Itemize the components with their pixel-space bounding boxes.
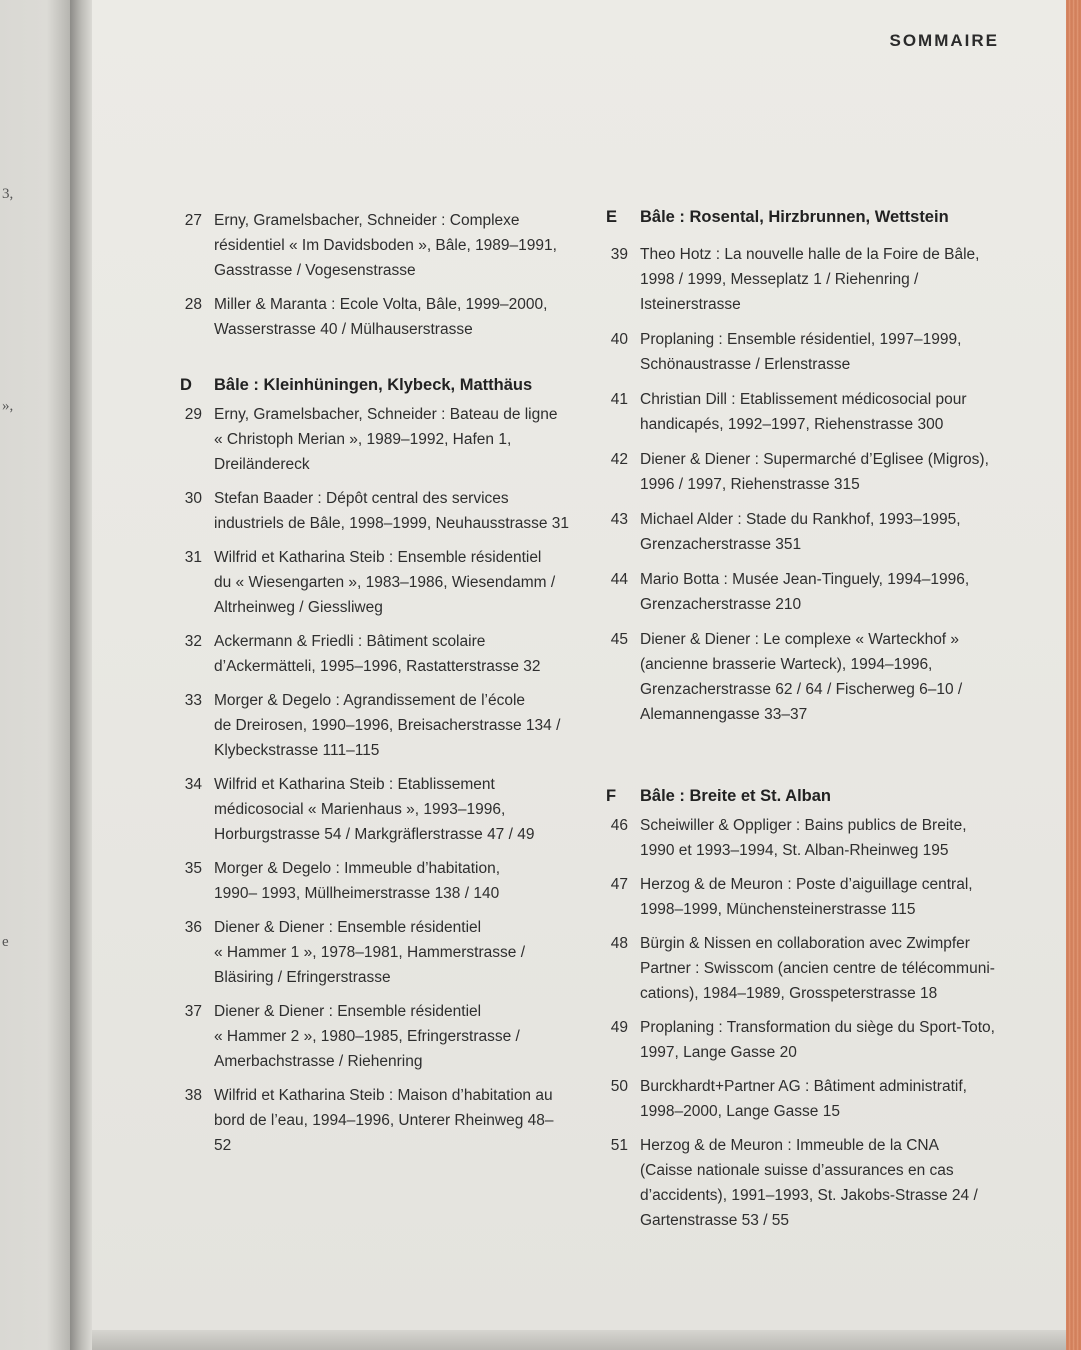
toc-entry (596, 242, 1016, 317)
section-title: Bâle : Kleinhüningen, Klybeck, Matthäus (214, 376, 533, 394)
entry-text: Proplaning : Ensemble résidentiel, 1997–1999, Schönaustrasse / Erlenstrasse (640, 331, 962, 373)
entry-number: 45 (610, 631, 628, 648)
entry-text: Diener & Diener : Ensemble résidentiel « Hammer 2 », 1980–1985, Efringerstrasse / Amerbachstrasse / Riehenring (214, 1003, 520, 1070)
entry-text: Stefan Baader : Dépôt central des services industriels de Bâle, 1998–1999, Neuhausstrasse 31 (214, 490, 570, 532)
entry-list (596, 242, 1016, 727)
page-header: SOMMAIRE (889, 31, 999, 50)
entry-text: Theo Hotz : La nouvelle halle de la Foire de Bâle, 1998 / 1999, Messeplatz 1 / Riehenring / Isteinerstrasse (640, 246, 980, 313)
toc-entry (170, 915, 570, 990)
toc-entry (170, 292, 570, 342)
entry-text: Erny, Gramelsbacher, Schneider : Complexe résidentiel « Im Davidsboden », Bâle, 1989–1991, Gasstrasse / Vogesenstrasse (214, 212, 557, 279)
entry-number: 43 (610, 511, 628, 528)
left-page-fragment: », (2, 398, 14, 414)
entry-number: 27 (184, 212, 202, 229)
toc-entry (170, 402, 570, 477)
entry-number: 31 (184, 549, 202, 566)
section-heading-d (170, 376, 570, 400)
toc-entry (596, 1074, 1016, 1124)
entry-number: 46 (610, 817, 628, 834)
toc-entry (170, 856, 570, 906)
toc-entry (596, 813, 1016, 863)
left-page (0, 0, 78, 1350)
entry-list (596, 813, 1016, 1233)
entry-text: Bürgin & Nissen en collaboration avec Zwimpfer Partner : Swisscom (ancien centre de télécommuni- cations), 1984–1989, Grosspeterstrasse 18 (640, 935, 995, 1002)
entry-number: 35 (184, 860, 202, 877)
toc-entry (170, 208, 570, 283)
entry-text: Diener & Diener : Ensemble résidentiel « Hammer 1 », 1978–1981, Hammerstrasse / Bläsiring / Efringerstrasse (214, 919, 525, 986)
section-heading-e (596, 208, 1016, 232)
entry-text: Proplaning : Transformation du siège du Sport-Toto, 1997, Lange Gasse 20 (640, 1019, 995, 1061)
toc-entry (596, 567, 1016, 617)
entry-number: 48 (610, 935, 628, 952)
entry-number: 36 (184, 919, 202, 936)
toc-entry (596, 447, 1016, 497)
entry-text: Christian Dill : Etablissement médicosocial pour handicapés, 1992–1997, Riehenstrasse 300 (640, 391, 967, 433)
entry-number: 34 (184, 776, 202, 793)
entry-text: Diener & Diener : Le complexe « Warteckhof » (ancienne brasserie Warteck), 1994–1996, Grenzacherstrasse 62 / 64 / Fischerweg 6–10 / Alemannengasse 33–37 (640, 631, 963, 723)
entry-text: Scheiwiller & Oppliger : Bains publics de Breite, 1990 et 1993–1994, St. Alban-Rheinweg 195 (640, 817, 967, 859)
entry-number: 33 (184, 692, 202, 709)
entry-number: 44 (610, 571, 628, 588)
toc-entry (170, 545, 570, 620)
entry-text: Burckhardt+Partner AG : Bâtiment administratif, 1998–2000, Lange Gasse 15 (640, 1078, 967, 1120)
entry-text: Diener & Diener : Supermarché d’Eglisee (Migros), 1996 / 1997, Riehenstrasse 315 (640, 451, 989, 493)
toc-entry (170, 999, 570, 1074)
entry-number: 32 (184, 633, 202, 650)
toc-entry (596, 931, 1016, 1006)
section-heading-f (596, 787, 1016, 811)
right-column (596, 208, 1016, 1233)
entry-text: Erny, Gramelsbacher, Schneider : Bateau de ligne « Christoph Merian », 1989–1992, Hafen 1, Dreiländereck (214, 406, 558, 473)
entry-text: Mario Botta : Musée Jean-Tinguely, 1994–1996, Grenzacherstrasse 210 (640, 571, 970, 613)
bottom-edge (92, 1330, 1066, 1350)
entry-text: Herzog & de Meuron : Poste d’aiguillage central, 1998–1999, Münchensteinerstrasse 115 (640, 876, 973, 918)
entry-list (170, 402, 570, 1158)
toc-entry (596, 1015, 1016, 1065)
entry-text: Michael Alder : Stade du Rankhof, 1993–1995, Grenzacherstrasse 351 (640, 511, 961, 553)
entry-number: 38 (184, 1087, 202, 1104)
entry-number: 40 (610, 331, 628, 348)
left-page-fragment: 3, (2, 186, 14, 202)
section-letter: D (180, 376, 192, 394)
page-edge (1066, 0, 1081, 1350)
entry-text: Morger & Degelo : Agrandissement de l’école de Dreirosen, 1990–1996, Breisacherstrasse 134 / Klybeckstrasse 111–115 (214, 692, 561, 759)
entry-text: Wilfrid et Katharina Steib : Ensemble résidentiel du « Wiesengarten », 1983–1986, Wiesendamm / Altrheinweg / Giessliweg (214, 549, 556, 616)
entry-text: Wilfrid et Katharina Steib : Maison d’habitation au bord de l’eau, 1994–1996, Unterer Rheinweg 48–52 (214, 1087, 554, 1154)
toc-entry (596, 1133, 1016, 1233)
entry-list (170, 208, 570, 342)
section-letter: F (606, 787, 617, 805)
toc-entry (170, 629, 570, 679)
left-column (170, 208, 570, 1158)
entry-number: 50 (610, 1078, 628, 1095)
toc-entry (596, 327, 1016, 377)
toc-entry (596, 387, 1016, 437)
entry-number: 41 (610, 391, 628, 408)
entry-text: Wilfrid et Katharina Steib : Etablissement médicosocial « Marienhaus », 1993–1996, Horburgstrasse 54 / Markgräflerstrasse 47 / 49 (214, 776, 535, 843)
section-title: Bâle : Rosental, Hirzbrunnen, Wettstein (640, 208, 949, 226)
entry-number: 49 (610, 1019, 628, 1036)
left-page-fragment: e (2, 934, 9, 950)
entry-text: Ackermann & Friedli : Bâtiment scolaire d’Ackermätteli, 1995–1996, Rastatterstrasse 32 (214, 633, 541, 675)
toc-entry (596, 627, 1016, 727)
toc-entry (170, 1083, 570, 1158)
entry-number: 47 (610, 876, 628, 893)
entry-number: 30 (184, 490, 202, 507)
toc-entry (170, 772, 570, 847)
toc-entry (596, 872, 1016, 922)
entry-text: Morger & Degelo : Immeuble d’habitation, 1990– 1993, Müllheimerstrasse 138 / 140 (214, 860, 501, 902)
section-letter: E (606, 208, 618, 226)
entry-number: 37 (184, 1003, 202, 1020)
entry-text: Herzog & de Meuron : Immeuble de la CNA (Caisse nationale suisse d’assurances en cas d’accidents), 1991–1993, St. Jakobs-Strasse 24 / Gartenstrasse 53 / 55 (640, 1137, 978, 1229)
entry-number: 51 (610, 1137, 628, 1154)
entry-number: 42 (610, 451, 628, 468)
toc-entry (170, 486, 570, 536)
entry-number: 28 (184, 296, 202, 313)
entry-number: 29 (184, 406, 202, 423)
entry-number: 39 (610, 246, 628, 263)
toc-entry (596, 507, 1016, 557)
toc-entry (170, 688, 570, 763)
section-title: Bâle : Breite et St. Alban (640, 787, 832, 805)
entry-text: Miller & Maranta : Ecole Volta, Bâle, 1999–2000, Wasserstrasse 40 / Mülhauserstrasse (214, 296, 548, 338)
